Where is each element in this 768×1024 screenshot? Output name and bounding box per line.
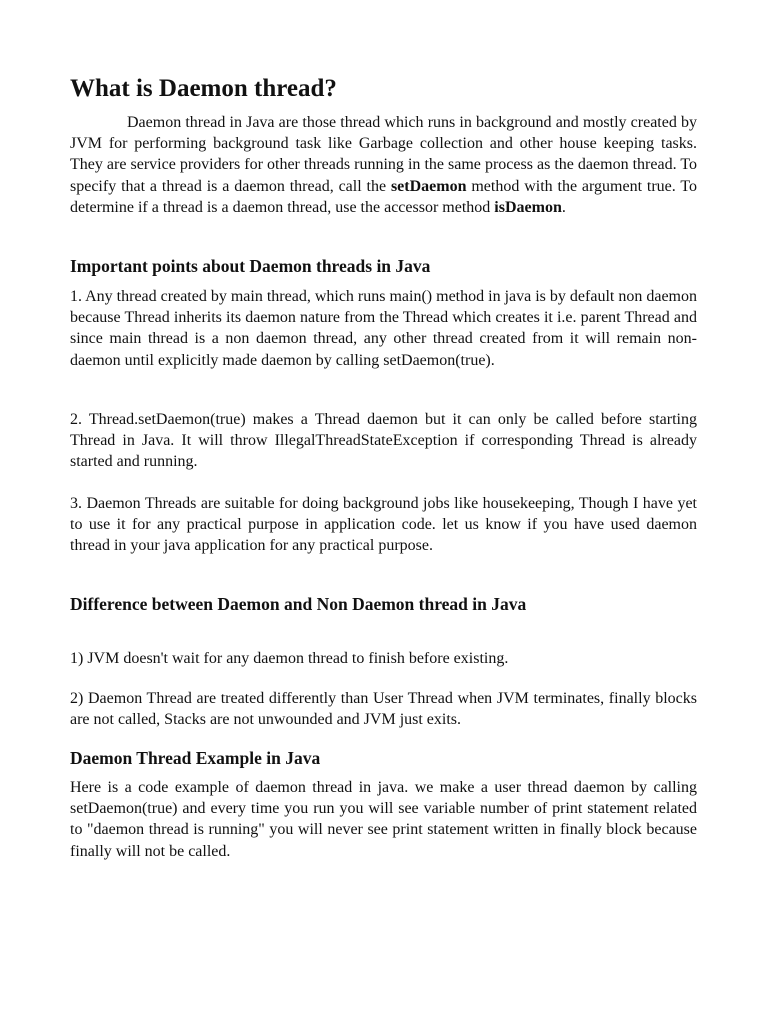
intro-text-2: method with the argument true. To determine if a thread is a daemon thread, use the accessor method bbox=[70, 177, 698, 216]
intro-text-1: Daemon thread in Java are those thread which runs in background and mostly created by JVM for performing background task like Garbage collection and other house keeping tasks. They are service providers for other threads running in the same process as the daemon thread. To specify that a thread is a daemon thread, call the bbox=[70, 114, 697, 195]
page-title: What is Daemon thread? bbox=[70, 75, 337, 102]
important-points-heading: Important points about Daemon threads in Java bbox=[70, 256, 431, 276]
setdaemon-term: setDaemon bbox=[390, 177, 467, 195]
example-heading: Daemon Thread Example in Java bbox=[70, 748, 321, 768]
important-point-3: 3. Daemon Threads are suitable for doing background jobs like housekeeping, Though I have yet to use it for any practical purpose in application code. let us know if you have used daemon thread in your java application for any practical purpose. bbox=[70, 495, 697, 555]
isdaemon-term: isDaemon bbox=[494, 198, 562, 216]
important-point-2: 2. Thread.setDaemon(true) makes a Thread daemon but it can only be called before starting Thread in Java. It will throw IllegalThreadStateException if corresponding Thread is already started and running. bbox=[70, 411, 697, 471]
difference-point-1: 1) JVM doesn't wait for any daemon thread to finish before existing. bbox=[70, 650, 509, 667]
difference-point-2: 2) Daemon Thread are treated differently than User Thread when JVM terminates, finally blocks are not called, Stacks are not unwounded and JVM just exits. bbox=[70, 690, 697, 729]
important-point-1: 1. Any thread created by main thread, which runs main() method in java is by default non daemon because Thread inherits its daemon nature from the Thread which creates it i.e. parent Thread and since main thread is a non daemon thread, any other thread created from it will remain non-daemon until explicitly made daemon by calling setDaemon(true). bbox=[70, 288, 697, 369]
example-paragraph: Here is a code example of daemon thread in java. we make a user thread daemon by calling setDaemon(true) and every time you run you will see variable number of print statement related to "daemon thread is running" you will never see print statement written in finally block because finally will not be called. bbox=[70, 779, 697, 860]
intro-text-3: . bbox=[561, 198, 566, 216]
intro-paragraph bbox=[70, 112, 697, 218]
difference-heading: Difference between Daemon and Non Daemon thread in Java bbox=[70, 594, 527, 614]
